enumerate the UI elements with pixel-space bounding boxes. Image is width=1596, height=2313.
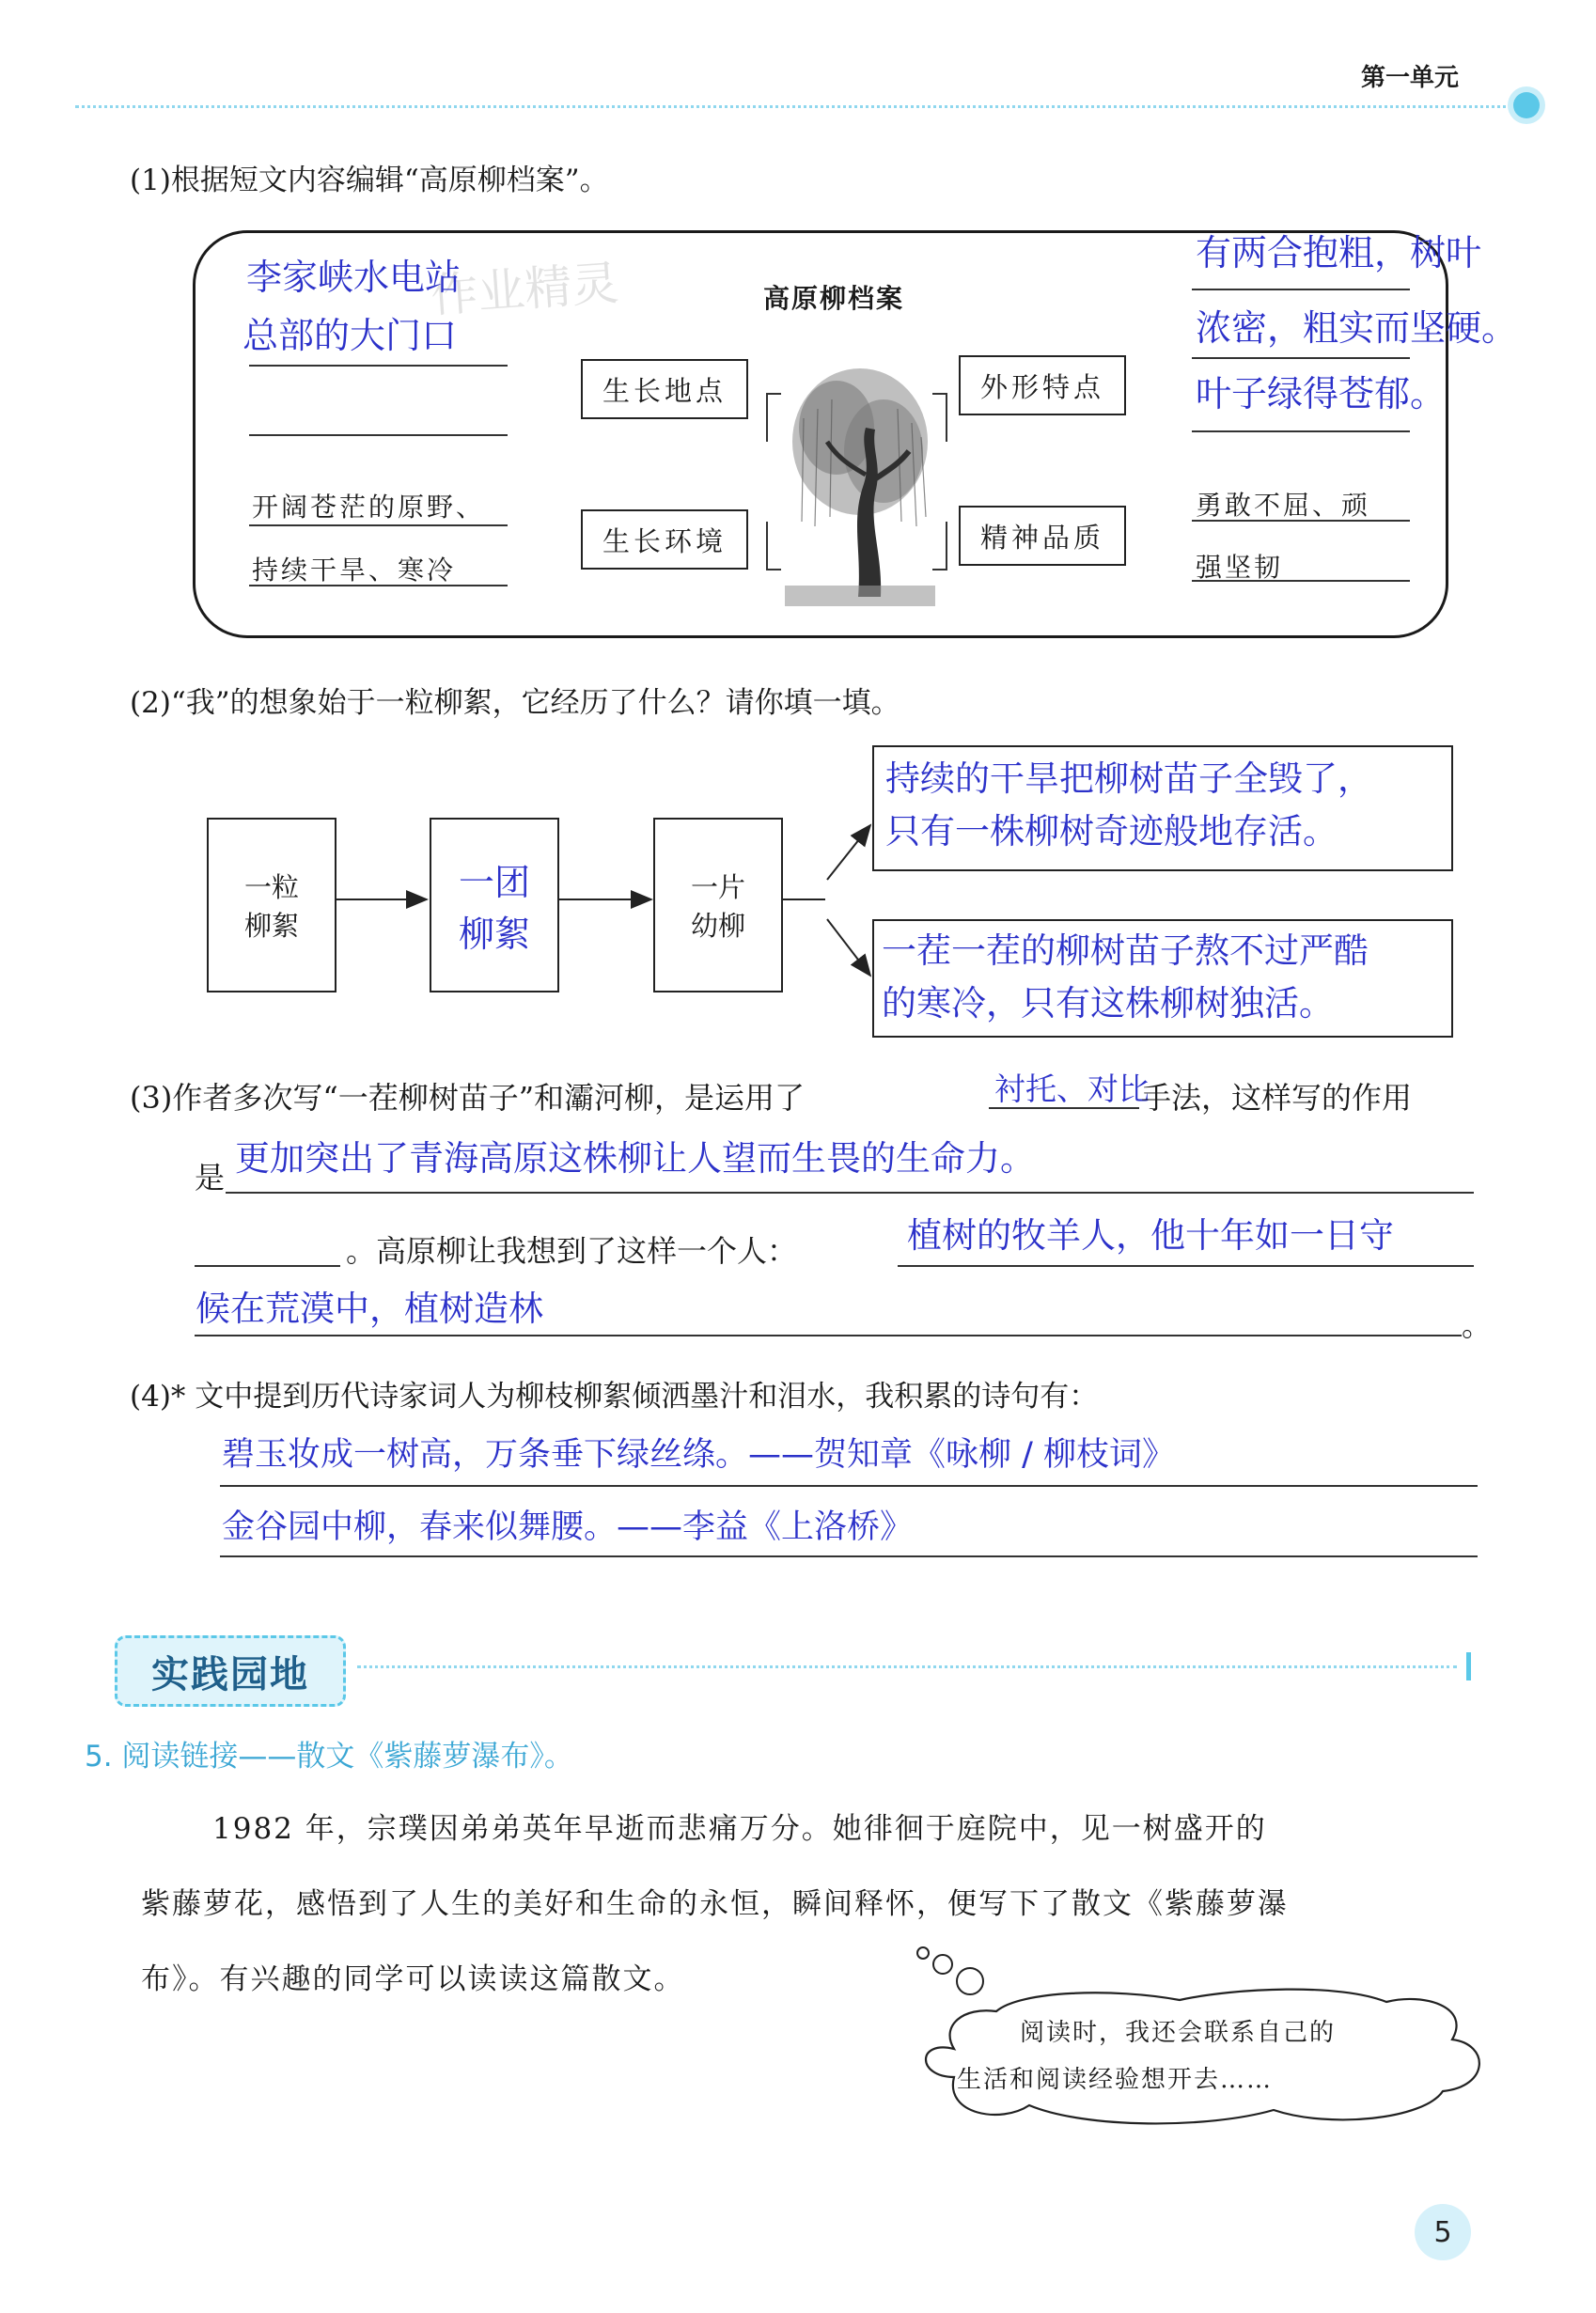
page-number: 5 <box>1433 2215 1452 2249</box>
willow-tree-illustration <box>785 362 935 606</box>
archive-title: 高原柳档案 <box>763 283 905 314</box>
location-answer-1: 李家峡水电站 <box>246 257 462 298</box>
q4-prompt: (4)* 文中提到历代诗家词人为柳枝柳絮倾洒墨汁和泪水，我积累的诗句有： <box>130 1380 1099 1414</box>
label-spirit: 精神品质 <box>959 506 1126 566</box>
practice-rule-end-mark <box>1466 1652 1471 1680</box>
environment-uline-1 <box>249 524 508 526</box>
step1-line-1: 一粒 <box>243 871 299 903</box>
q2-prompt: (2)“我”的想象始于一粒柳絮，它经历了什么？请你填一填。 <box>130 686 900 720</box>
q3-effect-line <box>226 1192 1474 1194</box>
step2-answer-2: 柳絮 <box>458 914 530 955</box>
q3-effect-answer: 更加突出了青海高原这株柳让人望而生畏的生命力。 <box>235 1138 1035 1179</box>
q3-part3: 是 <box>195 1160 226 1196</box>
q1-prompt: (1)根据短文内容编辑“高原柳档案”。 <box>130 164 609 197</box>
practice-dotted-rule <box>357 1665 1457 1668</box>
q3-part4: 。高原柳让我想到了这样一个人： <box>346 1233 798 1269</box>
environment-uline-2 <box>249 585 508 586</box>
spirit-uline-1 <box>1192 520 1410 522</box>
q3-technique-answer: 衬托、对比 <box>994 1071 1150 1107</box>
bubble-line-1: 阅读时，我还会联系自己的 <box>1020 2019 1337 2047</box>
q3-effect-line-2 <box>195 1265 340 1267</box>
q3-person-answer-2: 候在荒漠中，植树造林 <box>196 1289 543 1329</box>
step1-box <box>207 818 336 992</box>
q4-line-2 <box>220 1555 1478 1557</box>
branch1-box <box>872 745 1453 871</box>
shape-uline-2 <box>1192 357 1410 359</box>
spirit-line-1: 勇敢不屈、顽 <box>1196 490 1371 521</box>
shape-uline-3 <box>1192 430 1410 432</box>
header-circle-icon <box>1513 92 1540 118</box>
header-dotted-line <box>75 105 1513 108</box>
branch2-box <box>872 919 1453 1038</box>
label-shape: 外形特点 <box>959 355 1126 415</box>
q3-part2: 手法，这样写的作用 <box>1141 1080 1413 1116</box>
practice-para-3: 布》。有兴趣的同学可以读读这篇散文。 <box>141 1962 685 1996</box>
label-environment: 生长环境 <box>581 509 748 570</box>
q3-person-line-2 <box>195 1335 1462 1336</box>
q3-end-mark: 。 <box>1462 1307 1493 1343</box>
practice-section-header <box>115 1635 346 1707</box>
location-answer-2: 总部的大门口 <box>243 315 458 356</box>
label-location: 生长地点 <box>581 359 748 419</box>
branch2-answer-2: 的寒冷，只有这株柳树独活。 <box>882 983 1334 1024</box>
location-line-2 <box>249 365 508 367</box>
q4-line-1 <box>220 1485 1478 1487</box>
location-line-3 <box>249 434 508 436</box>
branch1-answer-1: 持续的干旱把柳树苗子全毁了， <box>885 758 1372 799</box>
page-number-badge <box>1415 2204 1471 2260</box>
unit-title: 第一单元 <box>1361 64 1460 92</box>
shape-answer-3: 叶子绿得苍郁。 <box>1196 373 1447 414</box>
flow-arrows <box>329 733 893 1053</box>
branch-arrow-down <box>827 919 870 976</box>
practice-para-1: 1982 年，宗璞因弟弟英年早逝而悲痛万分。她徘徊于庭院中，见一树盛开的 <box>212 1812 1267 1846</box>
shape-answer-1: 有两合抱粗，树叶 <box>1196 232 1482 273</box>
step3-line-1: 一片 <box>690 871 745 903</box>
q4-poem-line-2: 金谷园中柳，春来似舞腰。——李益《上洛桥》 <box>222 1508 914 1546</box>
branch2-answer-1: 一茬一茬的柳树苗子熬不过严酷 <box>882 930 1369 971</box>
q4-poem-line-1: 碧玉妆成一树高，万条垂下绿丝绦。——贺知章《咏柳 / 柳枝词》 <box>222 1436 1176 1474</box>
watermark-text: 作业精灵 <box>429 256 621 323</box>
step1-line-2: 柳絮 <box>243 910 299 942</box>
branch1-answer-2: 只有一株柳树奇迹般地存活。 <box>885 811 1338 852</box>
bracket-left-top <box>766 393 781 442</box>
bubble-line-2: 生活和阅读经验想开去…… <box>957 2066 1274 2094</box>
spirit-uline-2 <box>1192 580 1410 582</box>
practice-para-2: 紫藤萝花，感悟到了人生的美好和生命的永恒，瞬间释怀，便写下了散文《紫藤萝瀑 <box>141 1887 1289 1921</box>
shape-answer-2: 浓密，粗实而坚硬。 <box>1196 307 1518 349</box>
practice-item-title: 5. 阅读链接——散文《紫藤萝瀑布》。 <box>85 1740 573 1774</box>
step3-line-2: 幼柳 <box>690 910 745 942</box>
environment-line-1: 开阔苍茫的原野、 <box>252 492 486 523</box>
environment-line-2: 持续干旱、寒冷 <box>252 555 457 586</box>
spirit-line-2: 强坚韧 <box>1196 552 1284 583</box>
shape-uline-1 <box>1192 289 1410 290</box>
q3-part1: (3)作者多次写“一茬柳树苗子”和灞河柳，是运用了 <box>130 1080 806 1116</box>
q3-technique-line <box>989 1107 1139 1109</box>
q3-person-line-1 <box>898 1265 1474 1267</box>
branch-arrow-up <box>827 825 870 880</box>
practice-section-title: 实践园地 <box>151 1652 309 1696</box>
step2-answer-1: 一团 <box>458 862 530 903</box>
q3-person-answer-1: 植树的牧羊人，他十年如一日守 <box>907 1215 1394 1256</box>
bracket-left-bottom <box>766 522 781 570</box>
